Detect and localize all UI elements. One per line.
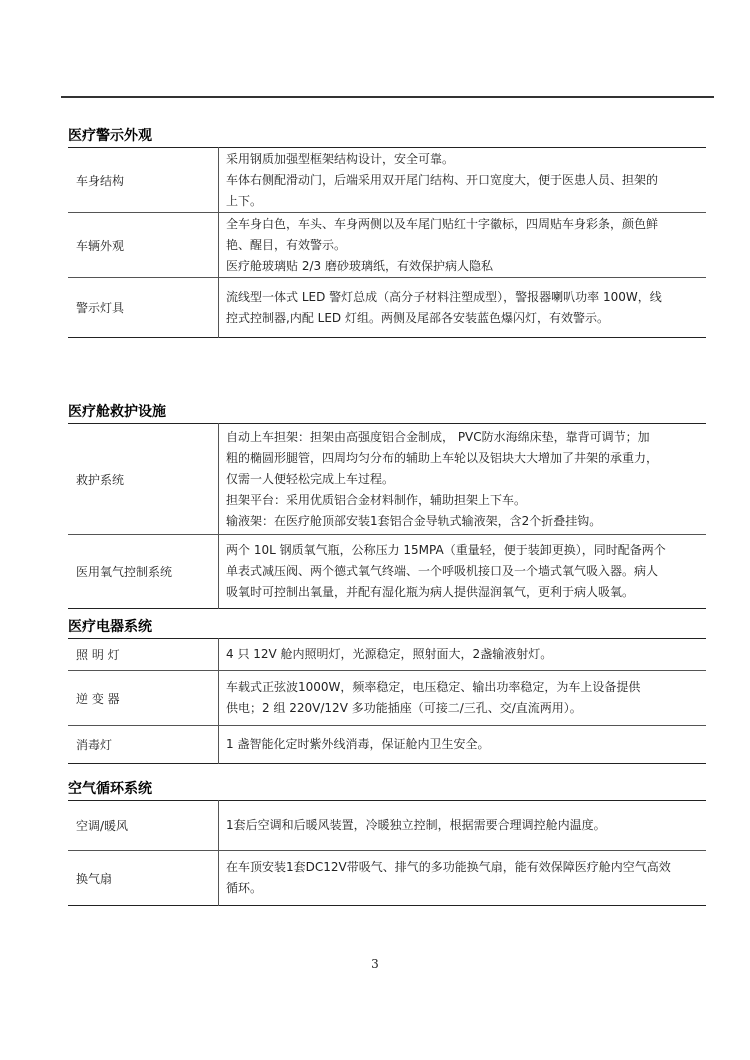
- section-title: 医疗舱救护设施: [68, 404, 166, 420]
- content-line: 单表式减压阀、两个德式氧气终端、一个呼吸机接口及一个墙式氧气吸入器。病人: [226, 564, 659, 578]
- content-line: 供电；2 组 220V/12V 多功能插座（可接二/三孔、交/直流两用）。: [226, 701, 582, 715]
- row-content: [219, 148, 707, 213]
- content-line: 1套后空调和后暖风装置，冷暖独立控制，根据需要合理调控舱内温度。: [226, 818, 606, 832]
- table-row: [68, 726, 706, 764]
- row-content: [219, 535, 707, 609]
- content-line: 医疗舱玻璃贴 2/3 磨砂玻璃纸，有效保护病人隐私: [226, 258, 493, 273]
- row-content: [219, 278, 707, 338]
- section-title: 医疗电器系统: [68, 619, 152, 635]
- content-line: 仅需一人便轻松完成上车过程。: [226, 471, 395, 486]
- content-line: 全车身白色，车头、车身两侧以及车尾门贴红十字徽标，四周贴车身彩条，颜色鲜: [226, 216, 659, 231]
- content-line: 控式控制器,内配 LED 灯组。两侧及尾部各安装蓝色爆闪灯，有效警示。: [226, 310, 609, 325]
- table-row: [68, 801, 706, 851]
- header-rule: [61, 96, 714, 98]
- table-row: [68, 213, 706, 278]
- row-label: 医用氧气控制系统: [68, 535, 219, 609]
- section-title: 空气循环系统: [68, 781, 152, 797]
- row-label: 换气扇: [68, 851, 219, 906]
- row-content: [219, 726, 707, 764]
- row-content: [219, 851, 707, 906]
- spec-table: [68, 147, 706, 338]
- content-line: 输液架：在医疗舱顶部安装1套铝合金导轨式输液架，含2个折叠挂钩。: [226, 513, 602, 528]
- table-row: [68, 535, 706, 609]
- row-content: [219, 801, 707, 851]
- table-row: [68, 851, 706, 906]
- row-label: 照 明 灯: [68, 639, 219, 671]
- content-line: 在车顶安装1套DC12V带吸气、排气的多功能换气扇，能有效保障医疗舱内空气高效: [226, 860, 671, 874]
- row-label: 车身结构: [68, 148, 219, 213]
- content-line: 自动上车担架：担架由高强度铝合金制成， PVC防水海绵床垫，靠背可调节；加: [226, 429, 650, 444]
- row-content: [219, 424, 707, 535]
- table-row: [68, 671, 706, 726]
- row-label: 救护系统: [68, 424, 219, 535]
- content-line: 4 只 12V 舱内照明灯，光源稳定，照射面大，2盏输液射灯。: [226, 647, 553, 661]
- content-line: 艳、醒目，有效警示。: [226, 237, 347, 252]
- row-label: 车辆外观: [68, 213, 219, 278]
- content-line: 循环。: [226, 881, 263, 895]
- spec-table: [68, 423, 706, 609]
- content-line: 吸氧时可控制出氧量，并配有湿化瓶为病人提供湿润氧气，更利于病人吸氧。: [226, 585, 635, 599]
- content-line: 流线型一体式 LED 警灯总成（高分子材料注塑成型），警报器喇叭功率 100W，线: [226, 289, 662, 304]
- content-line: 车载式正弦波1000W，频率稳定，电压稳定、输出功率稳定，为车上设备提供: [226, 680, 641, 694]
- spec-table: [68, 638, 706, 764]
- table-row: [68, 424, 706, 535]
- row-content: [219, 671, 707, 726]
- content-line: 粗的椭圆形腿管，四周均匀分布的辅助上车轮以及铝块大大增加了井架的承重力，: [226, 450, 659, 465]
- table-row: [68, 639, 706, 671]
- row-content: [219, 213, 707, 278]
- content-line: 上下。: [226, 193, 263, 208]
- row-label: 逆 变 器: [68, 671, 219, 726]
- content-line: 担架平台：采用优质铝合金材料制作，辅助担架上下车。: [226, 492, 527, 507]
- table-row: [68, 148, 706, 213]
- spec-table: [68, 800, 706, 906]
- row-label: 警示灯具: [68, 278, 219, 338]
- content-line: 车体右侧配滑动门，后端采用双开尾门结构、开口宽度大，便于医患人员、担架的: [226, 172, 659, 187]
- table-row: [68, 278, 706, 338]
- row-content: [219, 639, 707, 671]
- content-line: 两个 10L 钢质氧气瓶，公称压力 15MPA（重量轻，便于装卸更换），同时配备两个: [226, 543, 666, 557]
- page-number: 3: [371, 957, 379, 971]
- section-title: 医疗警示外观: [68, 128, 152, 144]
- row-label: 空调/暖风: [68, 801, 219, 851]
- row-label: 消毒灯: [68, 726, 219, 764]
- content-line: 1 盏智能化定时紫外线消毒，保证舱内卫生安全。: [226, 737, 490, 751]
- content-line: 采用钢质加强型框架结构设计，安全可靠。: [226, 151, 455, 166]
